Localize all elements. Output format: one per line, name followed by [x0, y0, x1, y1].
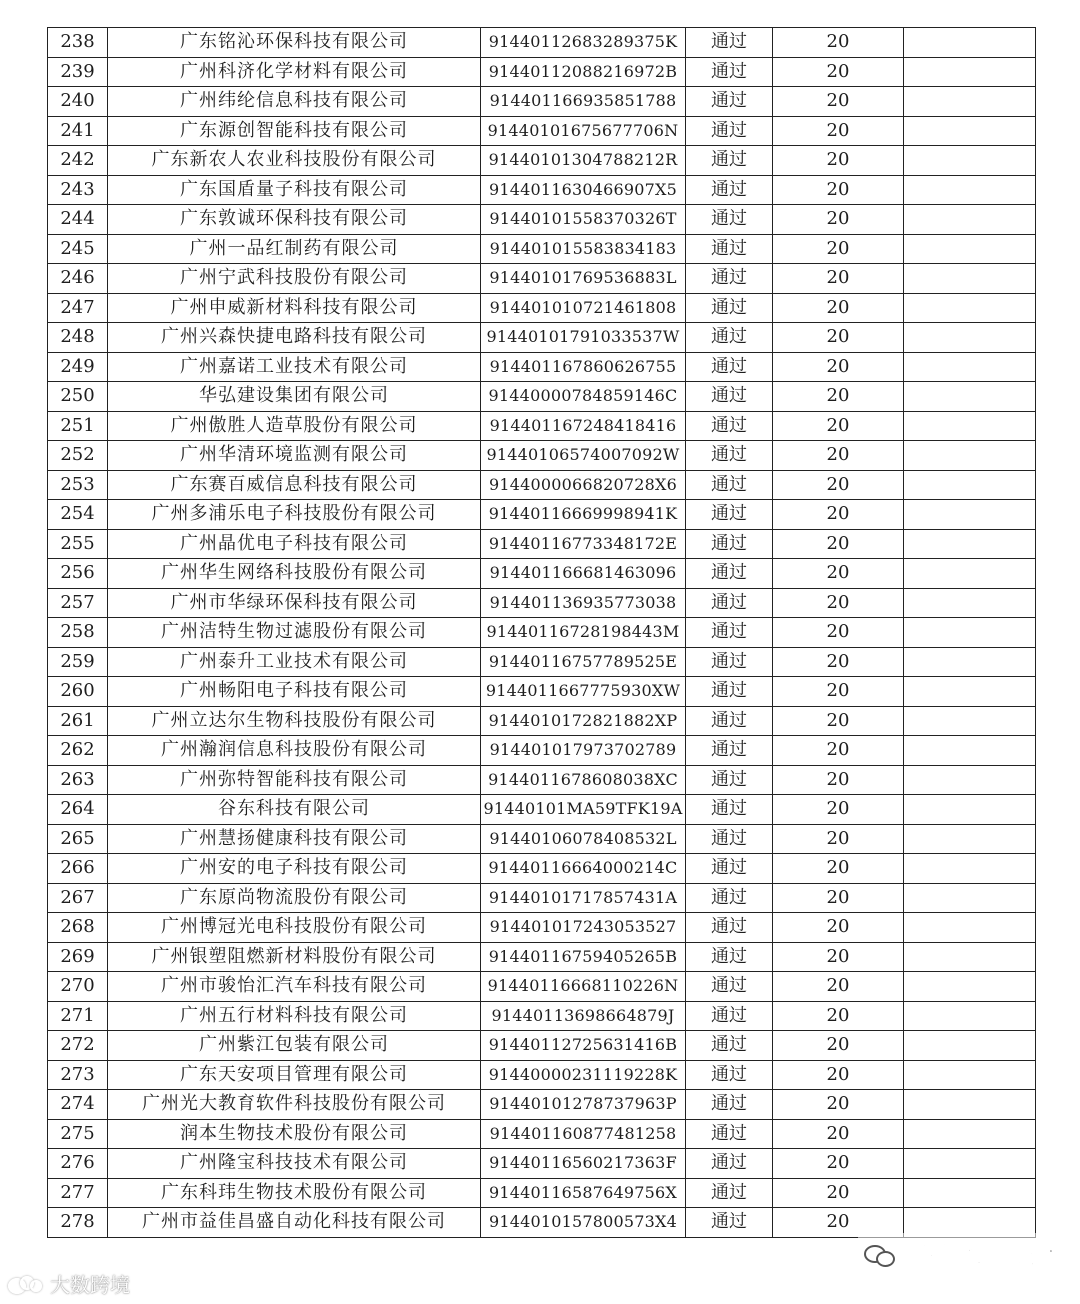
table-row	[48, 1001, 1036, 1031]
row-number: 251	[48, 411, 108, 441]
row-number: 273	[48, 1060, 108, 1090]
review-result: 通过	[686, 234, 773, 264]
score: 20	[773, 470, 904, 500]
credit-code: 91440116587649756X	[481, 1178, 686, 1208]
credit-code: 91440112683289375K	[481, 28, 686, 58]
score: 20	[773, 87, 904, 117]
credit-code: 9144011667775930XW	[481, 677, 686, 707]
company-name: 广州科济化学材料有限公司	[108, 57, 481, 87]
company-name: 润本生物技术股份有限公司	[108, 1119, 481, 1149]
company-name: 华弘建设集团有限公司	[108, 382, 481, 412]
table-row	[48, 795, 1036, 825]
score: 20	[773, 942, 904, 972]
credit-code: 91440116560217363F	[481, 1149, 686, 1179]
watermark-right-text: 广州永瑞集团	[901, 1241, 1064, 1271]
remark	[904, 116, 1036, 146]
remark	[904, 352, 1036, 382]
company-name: 广东国盾量子科技有限公司	[108, 175, 481, 205]
company-name: 广州隆宝科技技术有限公司	[108, 1149, 481, 1179]
score: 20	[773, 352, 904, 382]
company-name: 广州纬纶信息科技有限公司	[108, 87, 481, 117]
credit-code: 91440101MA59TFK19A	[481, 795, 686, 825]
company-name: 广州银塑阻燃新材料股份有限公司	[108, 942, 481, 972]
review-result: 通过	[686, 293, 773, 323]
company-name: 广州畅阳电子科技有限公司	[108, 677, 481, 707]
row-number: 262	[48, 736, 108, 766]
wechat-icon	[864, 1243, 894, 1265]
review-result: 通过	[686, 1001, 773, 1031]
review-result: 通过	[686, 913, 773, 943]
remark	[904, 382, 1036, 412]
score: 20	[773, 293, 904, 323]
table-row	[48, 500, 1036, 530]
row-number: 256	[48, 559, 108, 589]
table-row	[48, 765, 1036, 795]
company-name: 广东新农人农业科技股份有限公司	[108, 146, 481, 176]
credit-code: 91440101769536883L	[481, 264, 686, 294]
score: 20	[773, 824, 904, 854]
score: 20	[773, 175, 904, 205]
table-row	[48, 647, 1036, 677]
row-number: 258	[48, 618, 108, 648]
review-result: 通过	[686, 1090, 773, 1120]
review-result: 通过	[686, 116, 773, 146]
remark	[904, 706, 1036, 736]
company-name: 广州弥特智能科技有限公司	[108, 765, 481, 795]
table-row	[48, 28, 1036, 58]
table-row	[48, 1149, 1036, 1179]
table-row	[48, 588, 1036, 618]
table-body	[48, 28, 1036, 1238]
score: 20	[773, 529, 904, 559]
table-row	[48, 205, 1036, 235]
credit-code: 91440101278737963P	[481, 1090, 686, 1120]
company-name: 广州博冠光电科技股份有限公司	[108, 913, 481, 943]
row-number: 248	[48, 323, 108, 353]
company-name: 广州立达尔生物科技股份有限公司	[108, 706, 481, 736]
company-name: 广州安的电子科技有限公司	[108, 854, 481, 884]
row-number: 261	[48, 706, 108, 736]
credit-code: 91440101558370326T	[481, 205, 686, 235]
score: 20	[773, 647, 904, 677]
company-name: 广州市益佳昌盛自动化科技有限公司	[108, 1208, 481, 1238]
company-name: 广东天安项目管理有限公司	[108, 1060, 481, 1090]
review-result: 通过	[686, 87, 773, 117]
review-result: 通过	[686, 529, 773, 559]
remark	[904, 824, 1036, 854]
credit-code: 91440116728198443M	[481, 618, 686, 648]
review-result: 通过	[686, 677, 773, 707]
row-number: 264	[48, 795, 108, 825]
table-row	[48, 470, 1036, 500]
table-row	[48, 234, 1036, 264]
remark	[904, 146, 1036, 176]
row-number: 249	[48, 352, 108, 382]
review-result: 通过	[686, 57, 773, 87]
table-row	[48, 116, 1036, 146]
table-row	[48, 854, 1036, 884]
remark	[904, 234, 1036, 264]
table-row	[48, 1090, 1036, 1120]
review-result: 通过	[686, 470, 773, 500]
company-name: 广州傲胜人造草股份有限公司	[108, 411, 481, 441]
company-name: 广州华生网络科技股份有限公司	[108, 559, 481, 589]
remark	[904, 411, 1036, 441]
row-number: 275	[48, 1119, 108, 1149]
score: 20	[773, 1090, 904, 1120]
remark	[904, 205, 1036, 235]
credit-code: 91440116664000214C	[481, 854, 686, 884]
remark	[904, 264, 1036, 294]
credit-code: 91440116757789525E	[481, 647, 686, 677]
credit-code: 914401017973702789	[481, 736, 686, 766]
score: 20	[773, 1149, 904, 1179]
score: 20	[773, 618, 904, 648]
credit-code: 914401017243053527	[481, 913, 686, 943]
row-number: 241	[48, 116, 108, 146]
row-number: 252	[48, 441, 108, 471]
score: 20	[773, 146, 904, 176]
remark	[904, 529, 1036, 559]
table-row	[48, 146, 1036, 176]
remark	[904, 323, 1036, 353]
remark	[904, 795, 1036, 825]
company-name: 广州兴森快捷电路科技有限公司	[108, 323, 481, 353]
company-name: 广州慧扬健康科技有限公司	[108, 824, 481, 854]
company-name: 广州晶优电子科技有限公司	[108, 529, 481, 559]
credit-code: 91440101675677706N	[481, 116, 686, 146]
review-result: 通过	[686, 1149, 773, 1179]
review-result: 通过	[686, 28, 773, 58]
score: 20	[773, 1031, 904, 1061]
remark	[904, 1031, 1036, 1061]
remark	[904, 559, 1036, 589]
table-row	[48, 942, 1036, 972]
table-row	[48, 972, 1036, 1002]
remark	[904, 470, 1036, 500]
remark	[904, 854, 1036, 884]
table-row	[48, 175, 1036, 205]
row-number: 276	[48, 1149, 108, 1179]
credit-code: 91440112725631416B	[481, 1031, 686, 1061]
review-result: 通过	[686, 146, 773, 176]
table-row	[48, 559, 1036, 589]
score: 20	[773, 883, 904, 913]
company-name: 广州申威新材料科技有限公司	[108, 293, 481, 323]
score: 20	[773, 706, 904, 736]
credit-code: 914401010721461808	[481, 293, 686, 323]
review-result: 通过	[686, 765, 773, 795]
credit-code: 9144011630466907X5	[481, 175, 686, 205]
row-number: 267	[48, 883, 108, 913]
table-row	[48, 618, 1036, 648]
score: 20	[773, 854, 904, 884]
table-row	[48, 913, 1036, 943]
company-name: 广州华清环境监测有限公司	[108, 441, 481, 471]
row-number: 278	[48, 1208, 108, 1238]
company-name: 广州一品红制药有限公司	[108, 234, 481, 264]
remark	[904, 588, 1036, 618]
weibo-icon	[6, 1274, 44, 1294]
review-result: 通过	[686, 883, 773, 913]
score: 20	[773, 205, 904, 235]
row-number: 245	[48, 234, 108, 264]
score: 20	[773, 736, 904, 766]
remark	[904, 441, 1036, 471]
score: 20	[773, 57, 904, 87]
credit-code: 914401015583834183	[481, 234, 686, 264]
review-result: 通过	[686, 795, 773, 825]
row-number: 263	[48, 765, 108, 795]
table-row	[48, 411, 1036, 441]
row-number: 243	[48, 175, 108, 205]
company-name: 广东原尚物流股份有限公司	[108, 883, 481, 913]
review-result: 通过	[686, 1119, 773, 1149]
credit-code: 914401166935851788	[481, 87, 686, 117]
row-number: 255	[48, 529, 108, 559]
remark	[904, 1090, 1036, 1120]
table-row	[48, 1119, 1036, 1149]
company-name: 广州市骏怡汇汽车科技有限公司	[108, 972, 481, 1002]
score: 20	[773, 795, 904, 825]
company-name: 广东源创智能科技有限公司	[108, 116, 481, 146]
score: 20	[773, 264, 904, 294]
table-row	[48, 323, 1036, 353]
remark	[904, 972, 1036, 1002]
score: 20	[773, 588, 904, 618]
company-name: 广州市华绿环保科技有限公司	[108, 588, 481, 618]
remark	[904, 736, 1036, 766]
review-result: 通过	[686, 647, 773, 677]
table-row	[48, 824, 1036, 854]
row-number: 259	[48, 647, 108, 677]
review-result: 通过	[686, 1208, 773, 1238]
remark	[904, 1178, 1036, 1208]
score: 20	[773, 116, 904, 146]
credit-code: 91440101304788212R	[481, 146, 686, 176]
remark	[904, 647, 1036, 677]
score: 20	[773, 765, 904, 795]
table-row	[48, 529, 1036, 559]
credit-code: 91440101791033537W	[481, 323, 686, 353]
company-name: 广州洁特生物过滤股份有限公司	[108, 618, 481, 648]
score: 20	[773, 1001, 904, 1031]
remark	[904, 1149, 1036, 1179]
company-name: 广州五行材料科技有限公司	[108, 1001, 481, 1031]
row-number: 271	[48, 1001, 108, 1031]
remark	[904, 57, 1036, 87]
review-result: 通过	[686, 854, 773, 884]
row-number: 270	[48, 972, 108, 1002]
watermark-left-text: 大数跨境	[50, 1273, 130, 1297]
table-row	[48, 1031, 1036, 1061]
review-result: 通过	[686, 323, 773, 353]
review-result: 通过	[686, 205, 773, 235]
review-result: 通过	[686, 264, 773, 294]
credit-code: 91440000231119228K	[481, 1060, 686, 1090]
credit-code: 91440116669998941K	[481, 500, 686, 530]
remark	[904, 765, 1036, 795]
credit-code: 914401167860626755	[481, 352, 686, 382]
row-number: 238	[48, 28, 108, 58]
row-number: 253	[48, 470, 108, 500]
credit-code: 91440116773348172E	[481, 529, 686, 559]
score: 20	[773, 677, 904, 707]
score: 20	[773, 323, 904, 353]
row-number: 268	[48, 913, 108, 943]
table-row	[48, 382, 1036, 412]
score: 20	[773, 411, 904, 441]
credit-code: 91440106078408532L	[481, 824, 686, 854]
remark	[904, 175, 1036, 205]
credit-code: 91440101717857431A	[481, 883, 686, 913]
remark	[904, 1001, 1036, 1031]
review-result: 通过	[686, 441, 773, 471]
credit-code: 9144011678608038XC	[481, 765, 686, 795]
score: 20	[773, 500, 904, 530]
company-name: 广东铭沁环保科技有限公司	[108, 28, 481, 58]
table-row	[48, 264, 1036, 294]
company-name: 广东科玮生物技术股份有限公司	[108, 1178, 481, 1208]
table-row	[48, 706, 1036, 736]
row-number: 272	[48, 1031, 108, 1061]
review-result: 通过	[686, 175, 773, 205]
table-row	[48, 57, 1036, 87]
credit-code: 914401160877481258	[481, 1119, 686, 1149]
remark	[904, 293, 1036, 323]
company-name: 广东赛百威信息科技有限公司	[108, 470, 481, 500]
table-row	[48, 1178, 1036, 1208]
review-result: 通过	[686, 411, 773, 441]
remark	[904, 500, 1036, 530]
credit-code: 91440112088216972B	[481, 57, 686, 87]
table-row	[48, 87, 1036, 117]
review-result: 通过	[686, 352, 773, 382]
remark	[904, 942, 1036, 972]
review-result: 通过	[686, 736, 773, 766]
credit-code: 91440106574007092W	[481, 441, 686, 471]
credit-code: 9144010172821882XP	[481, 706, 686, 736]
table-row	[48, 352, 1036, 382]
row-number: 244	[48, 205, 108, 235]
row-number: 274	[48, 1090, 108, 1120]
row-number: 250	[48, 382, 108, 412]
remark	[904, 28, 1036, 58]
remark	[904, 87, 1036, 117]
review-result: 通过	[686, 382, 773, 412]
review-result: 通过	[686, 824, 773, 854]
credit-code: 914401136935773038	[481, 588, 686, 618]
row-number: 246	[48, 264, 108, 294]
row-number: 254	[48, 500, 108, 530]
company-name: 广州宁武科技股份有限公司	[108, 264, 481, 294]
remark	[904, 883, 1036, 913]
score: 20	[773, 441, 904, 471]
credit-code: 914401167248418416	[481, 411, 686, 441]
company-name: 广州光大教育软件科技股份有限公司	[108, 1090, 481, 1120]
row-number: 260	[48, 677, 108, 707]
score: 20	[773, 1178, 904, 1208]
score: 20	[773, 972, 904, 1002]
row-number: 239	[48, 57, 108, 87]
score: 20	[773, 234, 904, 264]
company-name: 广州泰升工业技术有限公司	[108, 647, 481, 677]
row-number: 257	[48, 588, 108, 618]
remark	[904, 618, 1036, 648]
remark	[904, 1119, 1036, 1149]
table-row	[48, 441, 1036, 471]
watermark-right	[858, 1233, 1070, 1274]
credit-code: 91440000784859146C	[481, 382, 686, 412]
table-row	[48, 293, 1036, 323]
company-name: 谷东科技有限公司	[108, 795, 481, 825]
remark	[904, 913, 1036, 943]
credit-code: 914401166681463096	[481, 559, 686, 589]
score: 20	[773, 382, 904, 412]
row-number: 265	[48, 824, 108, 854]
row-number: 277	[48, 1178, 108, 1208]
table-row	[48, 1060, 1036, 1090]
credit-code: 9144010157800573X4	[481, 1208, 686, 1238]
score: 20	[773, 913, 904, 943]
review-result: 通过	[686, 1060, 773, 1090]
company-name: 广州嘉诺工业技术有限公司	[108, 352, 481, 382]
company-name: 广州紫江包装有限公司	[108, 1031, 481, 1061]
review-result: 通过	[686, 559, 773, 589]
company-name: 广州多浦乐电子科技股份有限公司	[108, 500, 481, 530]
row-number: 269	[48, 942, 108, 972]
company-name: 广东敦诚环保科技有限公司	[108, 205, 481, 235]
review-result: 通过	[686, 588, 773, 618]
company-name: 广州瀚润信息科技股份有限公司	[108, 736, 481, 766]
review-result: 通过	[686, 972, 773, 1002]
table-row	[48, 883, 1036, 913]
row-number: 242	[48, 146, 108, 176]
review-result: 通过	[686, 1178, 773, 1208]
score: 20	[773, 1060, 904, 1090]
score: 20	[773, 28, 904, 58]
row-number: 240	[48, 87, 108, 117]
row-number: 247	[48, 293, 108, 323]
remark	[904, 677, 1036, 707]
company-list-table	[47, 27, 1036, 1238]
row-number: 266	[48, 854, 108, 884]
table-row	[48, 736, 1036, 766]
review-result: 通过	[686, 942, 773, 972]
table-row	[48, 677, 1036, 707]
score: 20	[773, 1119, 904, 1149]
score: 20	[773, 559, 904, 589]
watermark-left	[6, 1269, 130, 1298]
credit-code: 91440116668110226N	[481, 972, 686, 1002]
review-result: 通过	[686, 500, 773, 530]
review-result: 通过	[686, 706, 773, 736]
remark	[904, 1060, 1036, 1090]
credit-code: 91440116759405265B	[481, 942, 686, 972]
review-result: 通过	[686, 1031, 773, 1061]
review-result: 通过	[686, 618, 773, 648]
credit-code: 91440113698664879J	[481, 1001, 686, 1031]
credit-code: 9144000066820728X6	[481, 470, 686, 500]
score: 20	[773, 1208, 904, 1238]
